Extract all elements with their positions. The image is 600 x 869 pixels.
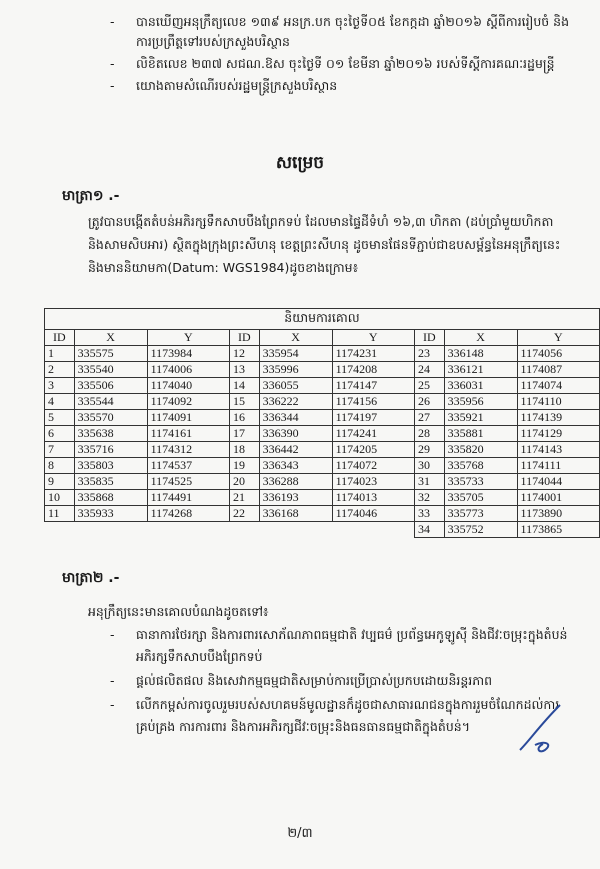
table-cell: 335921: [444, 410, 517, 426]
table-cell: 1174129: [517, 426, 599, 442]
table-cell: 22: [229, 506, 259, 522]
table-cell: 335506: [74, 378, 147, 394]
table-cell: 1173890: [517, 506, 599, 522]
table-cell: 335881: [444, 426, 517, 442]
table-cell: 10: [45, 490, 75, 506]
table-cell: 1173984: [147, 346, 229, 362]
table-cell: 1174241: [332, 426, 414, 442]
table-caption: និយាមការគោល: [45, 309, 600, 330]
table-cell: 335768: [444, 458, 517, 474]
table-cell: 336344: [259, 410, 332, 426]
table-cell: 18: [229, 442, 259, 458]
table-cell: [74, 522, 147, 538]
table-cell: [147, 522, 229, 538]
table-cell: 335575: [74, 346, 147, 362]
table-cell: 1174197: [332, 410, 414, 426]
table-cell: 1174110: [517, 394, 599, 410]
table-row: [45, 458, 600, 474]
table-cell: 335544: [74, 394, 147, 410]
preamble-item: - យោងតាមសំណើរបស់រដ្ឋមន្ត្រីក្រសួងបរិស្ថាន: [110, 78, 338, 93]
table-cell: 5: [45, 410, 75, 426]
table-cell: 336442: [259, 442, 332, 458]
table-cell: 17: [229, 426, 259, 442]
article2-label: មាត្រា២ .-: [62, 570, 120, 586]
table-cell: 336390: [259, 426, 332, 442]
preamble-item: - លិខិតលេខ ២៣៧ សជណ.ឱស ចុះថ្ងៃទី ០១ ខែមីនា ឆ្នាំ២០១៦ របស់ទីស្តីការគណៈរដ្ឋមន្ត្រី: [110, 56, 555, 71]
decision-title: សម្រេច: [275, 153, 325, 173]
table-row: [45, 474, 600, 490]
table-cell: 7: [45, 442, 75, 458]
header-cell: Y: [517, 330, 599, 346]
table-cell: 16: [229, 410, 259, 426]
table-cell: 1173865: [517, 522, 599, 538]
page-number: ២/៣: [287, 826, 313, 841]
article1-text: ត្រូវបានបង្កើតតំបន់អភិរក្សទឹកសាបបឹងព្រែកទប់ ដែលមានផ្ទៃដីទំហំ ១៦,៣ ហិកតា (ដប់ប្រាំមួយហិកតានិងសាមសិបអារ) ស្ថិតក្នុងក្រុងព្រះសីហនុ ខេត្តព្រះសីហនុ ដូចមានផែនទីភ្ជាប់ជាឧបសម្ព័ន្ធនៃអនុក្រឹត្យនេះ និងមាននិយាមកា(Datum: WGS1984)ដូចខាងក្រោម៖: [88, 214, 561, 275]
table-header-row: [45, 330, 600, 346]
table-cell: 1174231: [332, 346, 414, 362]
table-cell: 1174006: [147, 362, 229, 378]
header-cell: ID: [229, 330, 259, 346]
table-cell: 335733: [444, 474, 517, 490]
table-cell: 6: [45, 426, 75, 442]
table-cell: 28: [414, 426, 444, 442]
table-cell: 21: [229, 490, 259, 506]
table-cell: [332, 522, 414, 538]
table-cell: 335933: [74, 506, 147, 522]
table-cell: 1174001: [517, 490, 599, 506]
table-row: [45, 410, 600, 426]
table-cell: [45, 522, 75, 538]
table-row: [45, 442, 600, 458]
table-row: [45, 346, 600, 362]
table-cell: 335638: [74, 426, 147, 442]
table-cell: 336031: [444, 378, 517, 394]
table-cell: 1174072: [332, 458, 414, 474]
table-cell: 1174111: [517, 458, 599, 474]
header-cell: X: [74, 330, 147, 346]
objective-item: - ផ្តល់ផលិតផល និងសេវាកម្មធម្មជាតិសម្រាប់ការប្រើប្រាស់ប្រកបដោយនិរន្តរភាព: [110, 673, 493, 688]
table-row: [45, 426, 600, 442]
table-cell: [259, 522, 332, 538]
table-cell: 13: [229, 362, 259, 378]
article1-label: មាត្រា១ .-: [62, 188, 120, 204]
table-cell: 1174143: [517, 442, 599, 458]
table-cell: 335820: [444, 442, 517, 458]
table-cell: 1174312: [147, 442, 229, 458]
table-cell: 15: [229, 394, 259, 410]
table-cell: 3: [45, 378, 75, 394]
objective-item: - ធានាការថែរក្សា និងការពារសោភ័ណភាពធម្មជាតិ វប្បធម៌ ប្រព័ន្ធអេកូឡូស៊ី និងជីវៈចម្រុះក្នុងតំបន់អភិរក្សទឹកសាបបឹងព្រែកទប់: [110, 627, 568, 664]
table-cell: 4: [45, 394, 75, 410]
table-cell: 336148: [444, 346, 517, 362]
table-cell: 1174087: [517, 362, 599, 378]
table-cell: 27: [414, 410, 444, 426]
table-cell: 1174205: [332, 442, 414, 458]
table-cell: 8: [45, 458, 75, 474]
table-cell: 1174208: [332, 362, 414, 378]
table-cell: 1174091: [147, 410, 229, 426]
table-cell: 335835: [74, 474, 147, 490]
header-cell: X: [444, 330, 517, 346]
preamble-list: [110, 12, 570, 98]
table-cell: 2: [45, 362, 75, 378]
table-cell: 335716: [74, 442, 147, 458]
table-cell: 335705: [444, 490, 517, 506]
table-cell: 1174044: [517, 474, 599, 490]
table-cell: 336288: [259, 474, 332, 490]
table-cell: 336193: [259, 490, 332, 506]
table-cell: 1174040: [147, 378, 229, 394]
objective-item: - លើកកម្ពស់ការចូលរួមរបស់សហគមន៍មូលដ្ឋានក៏ដូចជាសាធារណជនក្នុងការរួមចំណែកដល់ការគ្រប់គ្រង ការការពារ និងការអភិរក្សជីវៈចម្រុះនិងធនធានធម្មជាតិក្នុងតំបន់។: [110, 697, 560, 734]
table-row: [45, 394, 600, 410]
table-cell: [229, 522, 259, 538]
header-cell: ID: [45, 330, 75, 346]
header-cell: X: [259, 330, 332, 346]
table-cell: 26: [414, 394, 444, 410]
table-cell: 20: [229, 474, 259, 490]
table-cell: 335773: [444, 506, 517, 522]
table-cell: 1174139: [517, 410, 599, 426]
table-cell: 335540: [74, 362, 147, 378]
table-cell: 1174525: [147, 474, 229, 490]
table-row: [45, 506, 600, 522]
table-cell: 11: [45, 506, 75, 522]
table-cell: 1174013: [332, 490, 414, 506]
table-row: [45, 490, 600, 506]
table-cell: 336343: [259, 458, 332, 474]
table-cell: 1174268: [147, 506, 229, 522]
table-cell: 9: [45, 474, 75, 490]
table-cell: 1174023: [332, 474, 414, 490]
table-cell: 32: [414, 490, 444, 506]
table-cell: 30: [414, 458, 444, 474]
table-row: [45, 378, 600, 394]
table-cell: 14: [229, 378, 259, 394]
table-cell: 1174074: [517, 378, 599, 394]
table-cell: 29: [414, 442, 444, 458]
table-cell: 335570: [74, 410, 147, 426]
table-cell: 335996: [259, 362, 332, 378]
table-cell: 335954: [259, 346, 332, 362]
table-cell: 1174046: [332, 506, 414, 522]
table-cell: 336222: [259, 394, 332, 410]
signature-mark: [515, 700, 565, 760]
preamble-item: - បានឃើញអនុក្រឹត្យលេខ ១៣៩ អនក្រ.បក ចុះថ្ងៃទី០៥ ខែកក្កដា ឆ្នាំ២០១៦ ស្តីពីការរៀបចំ និងការប្រព្រឹត្តទៅរបស់ក្រសួងបរិស្ថាន: [110, 14, 570, 49]
table-cell: 1174537: [147, 458, 229, 474]
table-cell: 1174092: [147, 394, 229, 410]
table-cell: 335752: [444, 522, 517, 538]
header-cell: Y: [147, 330, 229, 346]
table-cell: 24: [414, 362, 444, 378]
table-cell: 1174491: [147, 490, 229, 506]
table-cell: 335868: [74, 490, 147, 506]
table-cell: 1174161: [147, 426, 229, 442]
table-cell: 335803: [74, 458, 147, 474]
table-row: [45, 522, 600, 538]
table-cell: 336055: [259, 378, 332, 394]
table-cell: 12: [229, 346, 259, 362]
table-cell: 19: [229, 458, 259, 474]
table-cell: 25: [414, 378, 444, 394]
table-cell: 33: [414, 506, 444, 522]
table-cell: 336168: [259, 506, 332, 522]
table-cell: 335956: [444, 394, 517, 410]
table-cell: 34: [414, 522, 444, 538]
table-cell: 1174147: [332, 378, 414, 394]
table-row: [45, 362, 600, 378]
table-cell: 1174056: [517, 346, 599, 362]
table-cell: 336121: [444, 362, 517, 378]
article2-list: [110, 624, 570, 740]
article2-intro: អនុក្រឹត្យនេះមានគោលបំណងដូចតទៅ៖: [88, 604, 269, 619]
table-cell: 31: [414, 474, 444, 490]
coordinates-table: [44, 308, 600, 538]
table-cell: 23: [414, 346, 444, 362]
table-cell: 1: [45, 346, 75, 362]
header-cell: ID: [414, 330, 444, 346]
table-cell: 1174156: [332, 394, 414, 410]
header-cell: Y: [332, 330, 414, 346]
